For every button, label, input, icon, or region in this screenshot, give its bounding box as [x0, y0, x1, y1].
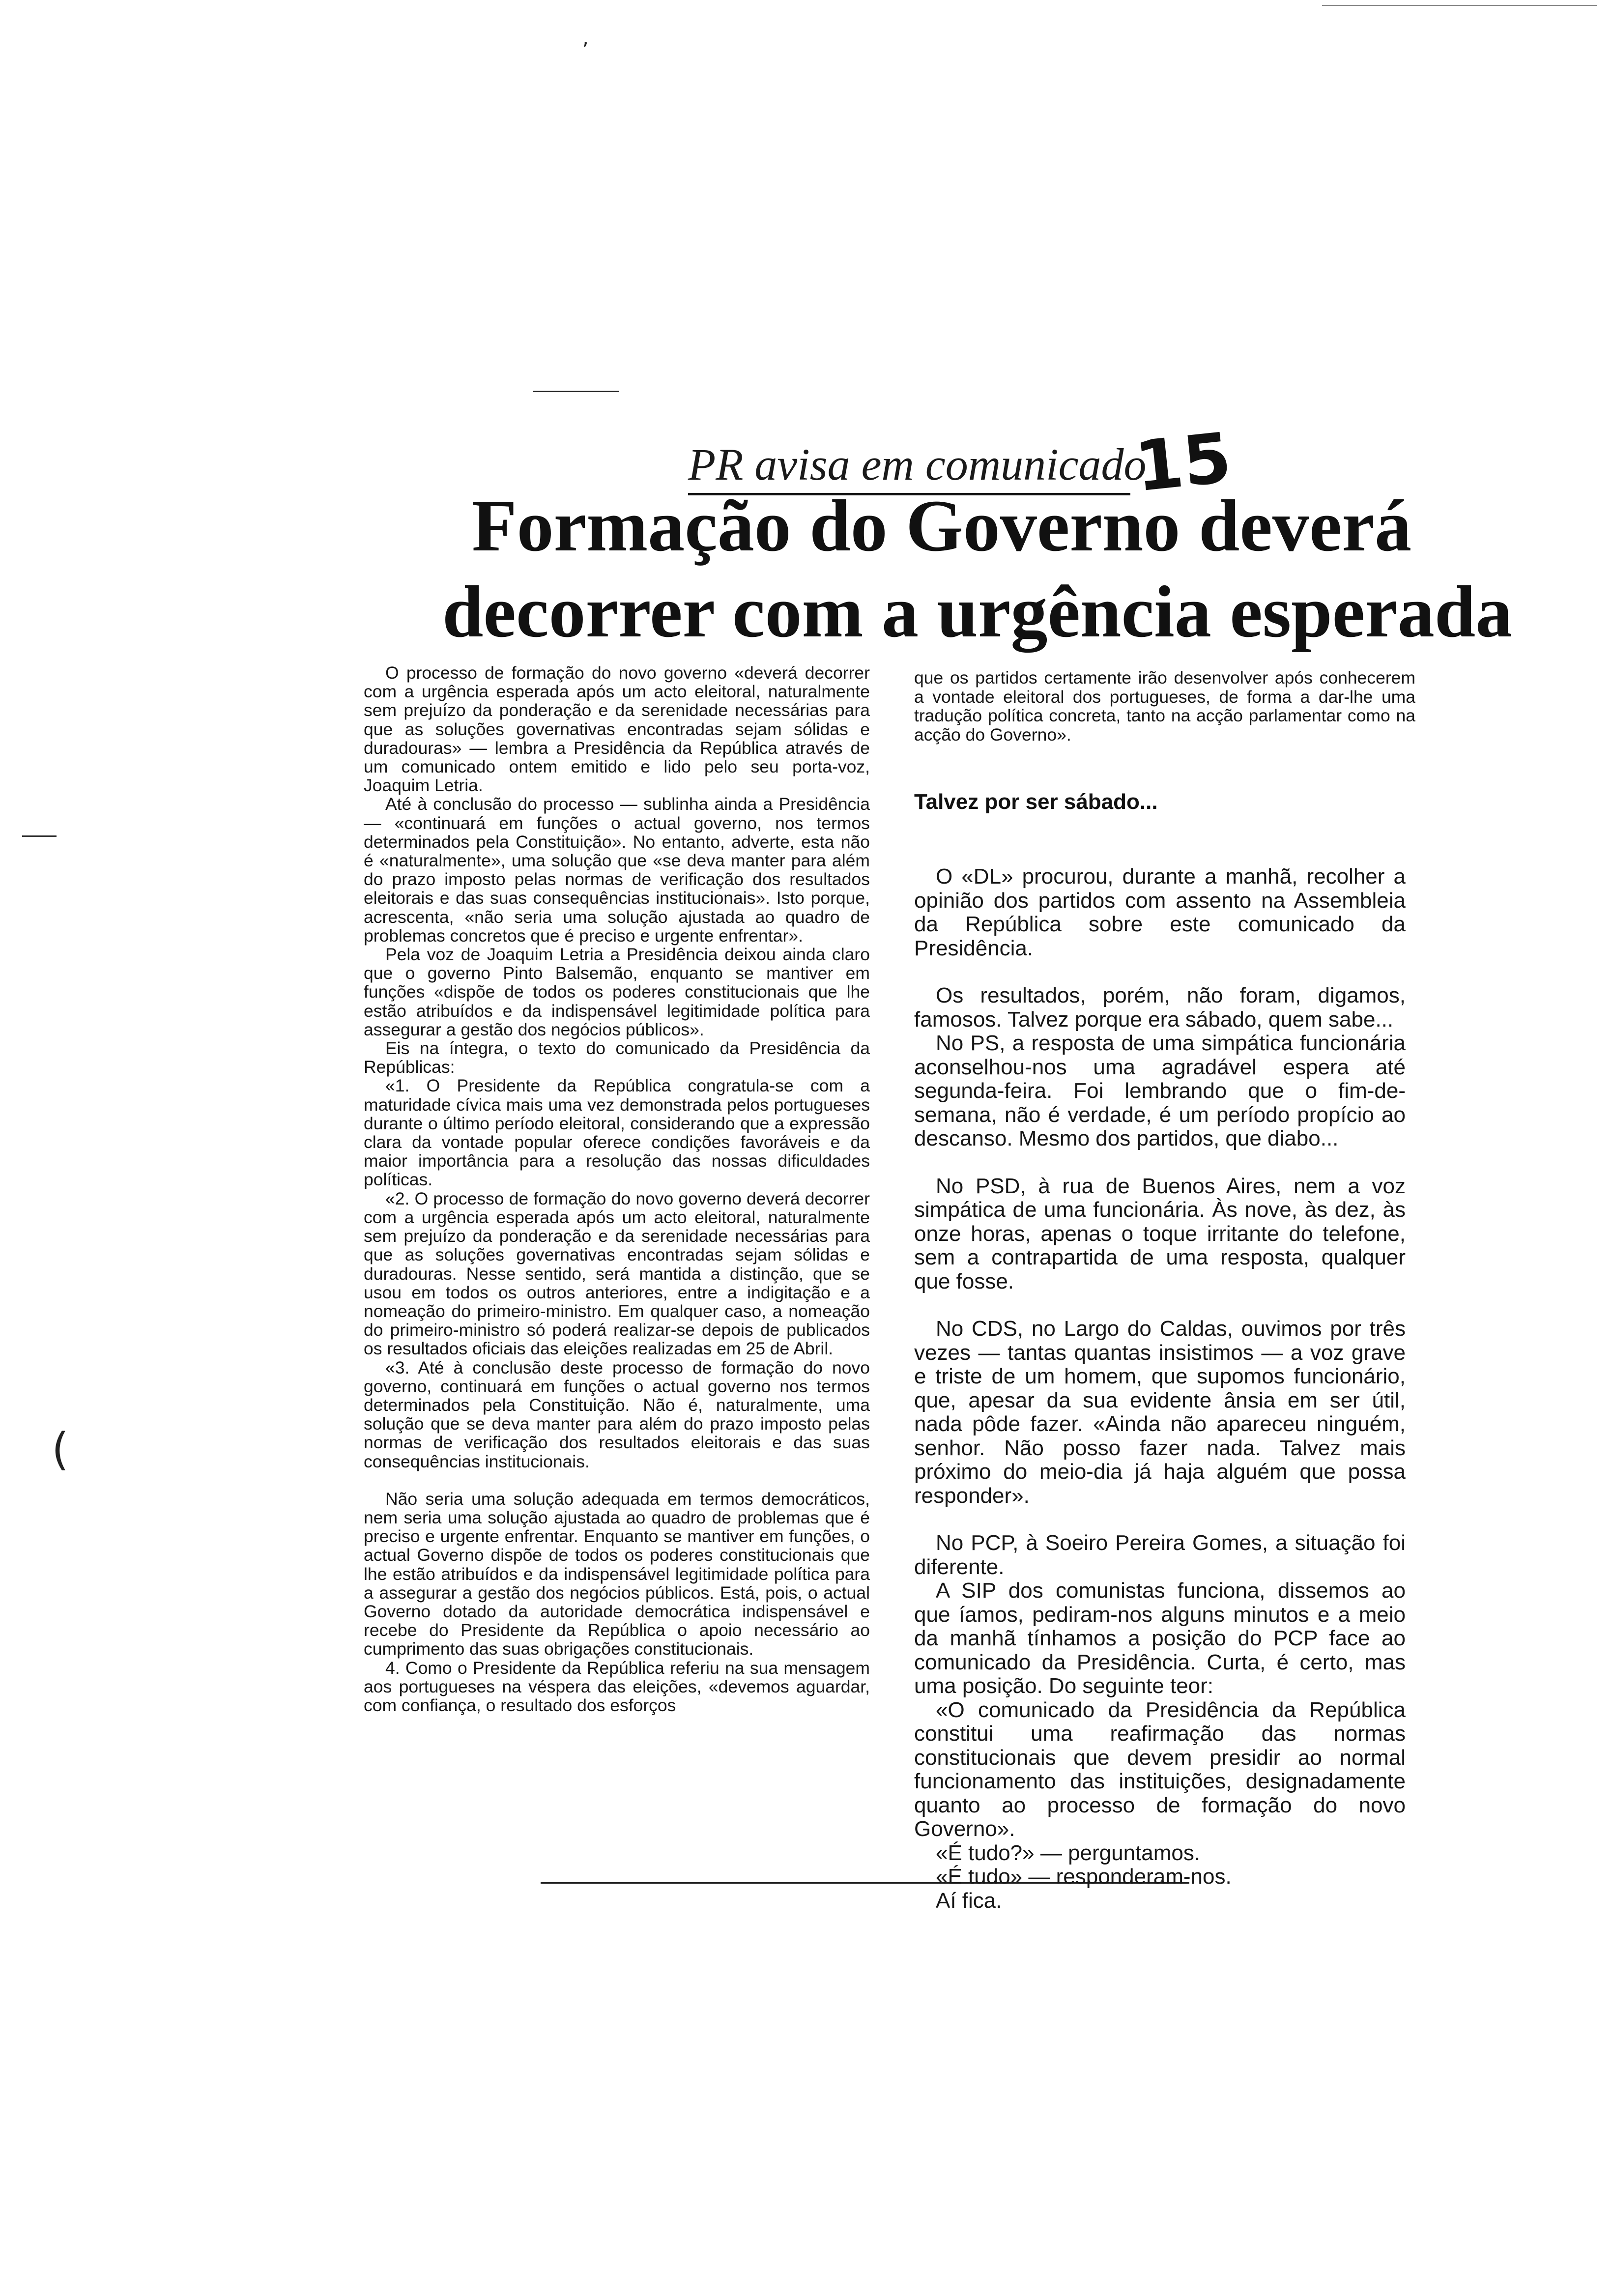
- margin-dash-mark: [22, 835, 57, 837]
- margin-stroke-mark: ,: [582, 27, 589, 50]
- paragraph: Não seria uma solução adequada em termos democráticos, nem seria uma solução ajustada ao quadro de problemas que é preciso e urgente enfrentar. Enquanto se mantiver em funções, o actual Governo dispõe de todos os poderes constitucionais que lhe estão atribuídos e da indispensável legitimidade política para a assegurar a gestão dos negócios públicos. Está, pois, o actual Governo dotado da autoridade democrática indispensável e recebe do Presidente da República o apoio necessário ao cumprimento das suas obrigações constitucionais.: [364, 1489, 870, 1659]
- article-right-column: [914, 865, 1406, 1913]
- paragraph: Aí fica.: [936, 1888, 1002, 1913]
- paragraph: O processo de formação do novo governo «deverá decorrer com a urgência esperada após um acto eleitoral, naturalmente sem prejuízo da ponderação e da serenidade necessárias para que as soluções governativas encontradas sejam sólidas e duradouras» — lembra a Presidência da República através de um comunicado ontem emitido e lido pelo seu porta-voz, Joaquim Letria.: [364, 663, 870, 796]
- paragraph: «É tudo» — responderam-nos.: [936, 1865, 1232, 1889]
- article-left-column: [364, 663, 870, 1715]
- top-right-edge-rule: [1322, 5, 1597, 6]
- paragraph: «É tudo?» — perguntamos.: [936, 1840, 1201, 1865]
- paragraph: que os partidos certamente irão desenvolver após conhecerem a vontade eleitoral dos portugueses, de forma a dar-lhe uma tradução política concreta, tanto na acção parlamentar como na acção do Governo».: [914, 668, 1415, 745]
- article-right-column-continuation: [914, 668, 1415, 744]
- paragraph: A SIP dos comunistas funciona, dissemos ao que íamos, pediram-nos alguns minutos e a meio da manhã tínhamos a posição do PCP face ao comunicado da Presidência. Curta, é certo, mas uma posição. Do seguinte teor:: [914, 1578, 1406, 1698]
- paragraph: Pela voz de Joaquim Letria a Presidência deixou ainda claro que o governo Pinto Balsemão, enquanto se mantiver em funções «dispõe de todos os poderes constitucionais que lhe estão atribuídos e da indispensável legitimidade política para assegurar a gestão dos negócios públicos».: [364, 945, 870, 1039]
- paragraph: Os resultados, porém, não foram, digamos, famosos. Talvez porque era sábado, quem sabe...: [914, 983, 1406, 1032]
- paragraph: Eis na íntegra, o texto do comunicado da Presidência da Repúblicas:: [364, 1038, 870, 1077]
- headline-line-2: decorrer com a urgência esperada: [442, 571, 1513, 653]
- paragraph: No PCP, à Soeiro Pereira Gomes, a situação foi diferente.: [914, 1531, 1406, 1579]
- paragraph: «1. O Presidente da República congratula-se com a maturidade cívica mais uma vez demonstrada pelos portugueses durante o último período eleitoral, considerando que a expressão clara da vontade popular oferece condições favoráveis e da maior importância para a resolução das nossas dificuldades políticas.: [364, 1076, 870, 1190]
- paragraph: 4. Como o Presidente da República referiu na sua mensagem aos portugueses na véspera das eleições, «devemos aguardar, com confiança, o resultado dos esforços: [364, 1658, 870, 1715]
- paragraph: O «DL» procurou, durante a manhã, recolher a opinião dos partidos com assento na Assembleia da República sobre este comunicado da Presidência.: [914, 864, 1406, 960]
- paragraph: «O comunicado da Presidência da República constitui uma reafirmação das normas constitucionais que devem presidir ao normal funcionamento das instituições, designadamente quanto ao processo de formação do novo Governo».: [914, 1697, 1406, 1841]
- article-kicker: PR avisa em comunicado: [688, 439, 1147, 489]
- paragraph: «3. Até à conclusão deste processo de formação do novo governo, continuará em funções o actual governo nos termos determinados pela Constituição. Não é, naturalmente, uma solução que se deva manter para além do prazo imposto pelas normas de verificação dos resultados eleitorais e das suas consequências institucionais.: [364, 1357, 870, 1471]
- paragraph: No PSD, à rua de Buenos Aires, nem a voz simpática de uma funcionária. Às nove, às dez, às onze horas, apenas o toque irritante do telefone, sem a contrapartida de uma resposta, qualquer que fosse.: [914, 1174, 1406, 1293]
- paragraph: Até à conclusão do processo — sublinha ainda a Presidência — «continuará em funções o actual governo, nos termos determinados pela Constituição». No entanto, adverte, esta não é «naturalmente», uma solução que «se deva manter para além do prazo imposto pelas normas de verificação dos resultados eleitorais e das suas consequências institucionais». Isto porque, acrescenta, «não seria uma solução ajustada ao quadro de problemas concretos que é preciso e urgente enfrentar».: [364, 794, 870, 946]
- section-subhead: Talvez por ser sábado...: [914, 790, 1158, 814]
- paragraph: «2. O processo de formação do novo governo deverá decorrer com a urgência esperada após um acto eleitoral, naturalmente sem prejuízo da ponderação e da serenidade necessárias para que as soluções governativas encontradas sejam sólidas e duradouras. Nesse sentido, será mantida a distinção, que se usou em todos os outros anteriores, entre a indigitação e a nomeação do primeiro-ministro. Em qualquer caso, a nomeação do primeiro-ministro só poderá realizar-se depois de publicados os resultados oficiais das eleições realizadas em 25 de Abril.: [364, 1188, 870, 1359]
- paragraph: No CDS, no Largo do Caldas, ouvimos por três vezes — tantas quantas insistimos — a voz grave e triste de um homem, que supomos funcionário, que, apesar da sua evidente ânsia em ser útil, nada pôde fazer. «Ainda não apareceu ninguém, senhor. Não posso fazer nada. Talvez mais próximo do meio-dia já haja alguém que possa responder».: [914, 1317, 1406, 1508]
- paragraph: No PS, a resposta de uma simpática funcionária aconselhou-nos uma agradável espera até segunda-feira. Foi lembrando que o fim-de-semana, não é verdade, é um período propício ao descanso. Mesmo dos partidos, que diabo...: [914, 1031, 1406, 1150]
- headline-line-1: Formação do Governo deverá: [472, 485, 1412, 567]
- handwritten-mark: 15: [1131, 418, 1235, 508]
- top-short-rule: [533, 391, 619, 392]
- margin-bracket-mark: (: [52, 1424, 69, 1475]
